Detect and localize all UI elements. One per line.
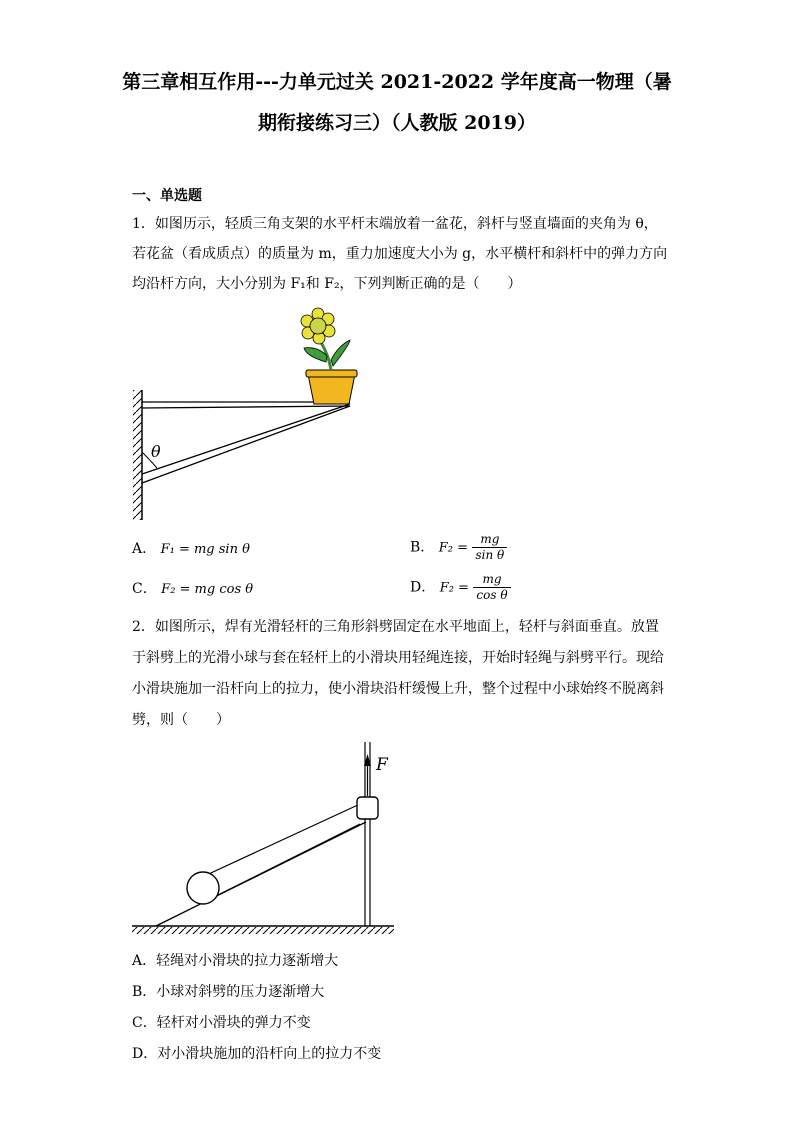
document-title-line-1: 第三章相互作用---力单元过关 2021-2022 学年度高一物理（暑 xyxy=(122,71,672,93)
rope-lower xyxy=(208,824,360,900)
ball xyxy=(187,872,219,904)
q1-option-a[interactable] xyxy=(132,537,250,562)
pot-rim xyxy=(306,370,357,377)
q2-text-line-3: 小滑块施加一沿杆向上的拉力，使小滑块沿杆缓慢上升，整个过程中小球始终不脱离斜 xyxy=(132,681,664,697)
q1-option-d[interactable] xyxy=(410,572,511,603)
q1-option-d-label: D． xyxy=(410,579,436,596)
leaf-right xyxy=(331,340,350,366)
q2-text-line-2: 于斜劈上的光滑小球与套在轻杆上的小滑块用轻绳连接，开始时轻绳与斜劈平行。现给 xyxy=(132,650,664,666)
q1-option-b-denominator: sin θ xyxy=(475,548,505,562)
q1-option-c-formula: F₂ = mg cos θ xyxy=(161,582,254,597)
q1-option-b-numerator: mg xyxy=(472,532,507,548)
q2-option-a[interactable]: A．轻绳对小滑块的拉力逐渐增大 xyxy=(132,953,339,969)
slanted-rod-bottom xyxy=(142,406,350,483)
force-label: F xyxy=(376,755,388,775)
slider-block xyxy=(357,797,378,819)
q1-option-d-lhs: F₂ = xyxy=(439,580,469,596)
q1-option-b[interactable] xyxy=(410,532,507,563)
q2-text-line-4: 劈，则（ ） xyxy=(132,712,230,728)
document-title-line-2: 期衔接练习三）（人教版 2019） xyxy=(258,112,536,134)
q2-option-c[interactable]: C．轻杆对小滑块的弹力不变 xyxy=(132,1015,311,1031)
q1-text-line-3: 均沿杆方向，大小分别为 F₁和 F₂，下列判断正确的是（ ） xyxy=(132,276,522,292)
ground-hatching xyxy=(132,927,394,934)
q1-text-line-2: 若花盆（看成质点）的质量为 m，重力加速度大小为 g，水平横杆和斜杆中的弹力方向 xyxy=(132,246,668,262)
q1-option-a-formula: F₁ = mg sin θ xyxy=(160,542,250,557)
q1-option-c[interactable] xyxy=(132,577,253,602)
flower-head xyxy=(301,308,335,344)
section-header: 一、单选题 xyxy=(132,188,202,204)
rope-upper xyxy=(200,804,360,878)
q1-option-b-lhs: F₂ = xyxy=(438,540,469,556)
q2-figure-wedge xyxy=(128,740,398,940)
q2-text-line-1: 2．如图所示，焊有光滑轻杆的三角形斜劈固定在水平地面上，轻杆与斜面垂直。放置 xyxy=(132,619,659,635)
q1-option-b-fraction xyxy=(472,532,507,563)
slanted-rod-top xyxy=(142,404,350,474)
wall-hatching xyxy=(133,390,142,520)
q1-option-d-fraction xyxy=(473,572,510,603)
flower-pot xyxy=(308,374,355,404)
q1-text-line-1: 1．如图历示，轻质三角支架的水平杆末端放着一盆花，斜杆与竖直墙面的夹角为 θ， xyxy=(132,216,658,232)
q1-option-d-numerator: mg xyxy=(473,572,510,588)
q1-figure-bracket xyxy=(128,300,368,525)
q2-option-d[interactable]: D．对小滑块施加的沿杆向上的拉力不变 xyxy=(132,1046,382,1062)
q1-option-b-label: B． xyxy=(410,539,435,556)
horizontal-rod-bottom xyxy=(142,406,350,408)
q1-option-a-label: A． xyxy=(132,541,157,557)
q1-option-c-label: C． xyxy=(132,581,157,597)
q1-option-d-denominator: cos θ xyxy=(476,588,508,602)
q2-option-b[interactable]: B．小球对斜劈的压力逐渐增大 xyxy=(132,984,325,1000)
theta-label: θ xyxy=(151,442,161,461)
